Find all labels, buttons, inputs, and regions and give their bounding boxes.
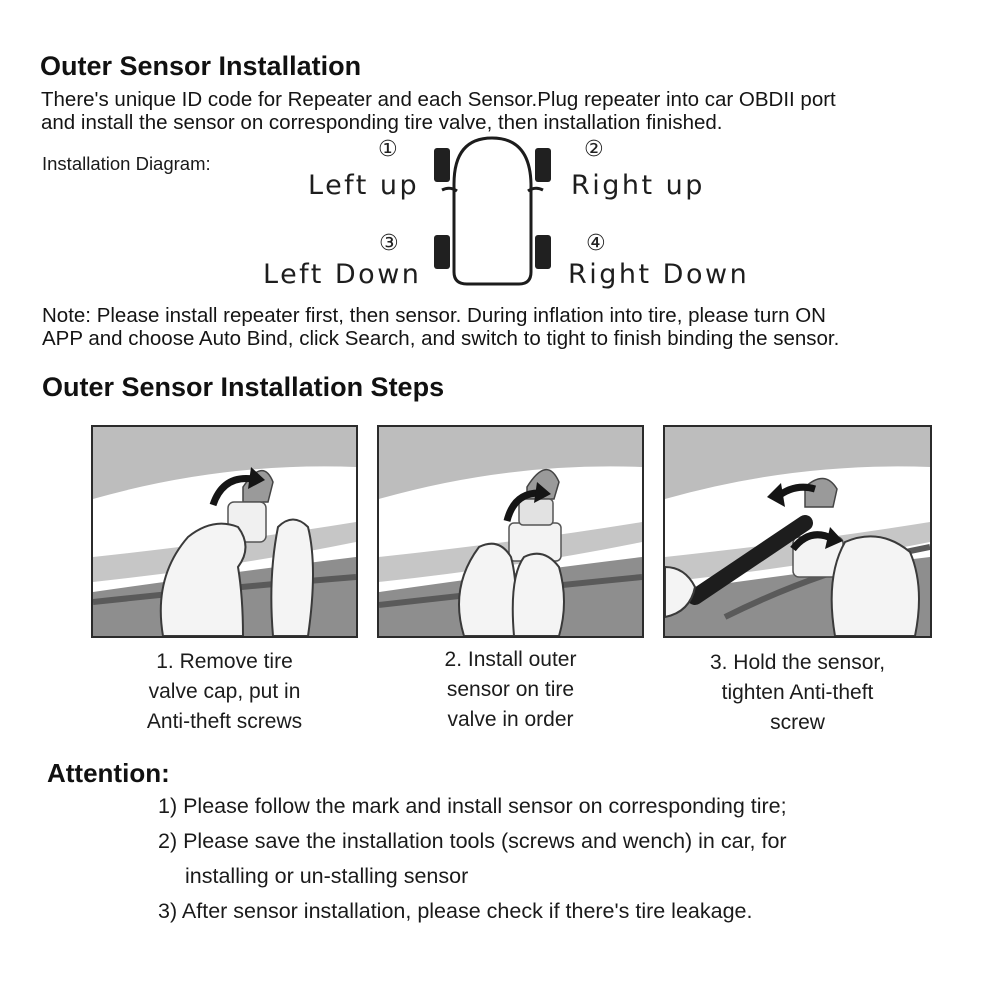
section-title-installation: Outer Sensor Installation: [40, 51, 362, 81]
intro-text: [41, 88, 836, 134]
intro-line: and install the sensor on corresponding tire valve, then installation finished.: [41, 111, 723, 134]
tire-icon: [434, 235, 450, 269]
step-3-caption: [663, 648, 932, 738]
step-2-illustration: [377, 425, 644, 638]
attention-item-2-cont: installing or un-stalling sensor: [185, 864, 469, 888]
position-label-left-down: Left Down: [263, 259, 422, 290]
caption-line: 2. Install outer: [444, 648, 577, 671]
caption-line: screw: [770, 711, 825, 734]
note-text: [42, 304, 839, 350]
caption-line: sensor on tire: [446, 678, 575, 701]
step-1-illustration: [91, 425, 358, 638]
position-label-right-up: Right up: [571, 170, 705, 201]
caption-line: valve in order: [447, 708, 574, 731]
caption-line: Anti-theft screws: [146, 710, 303, 733]
position-mark-4: ④: [586, 231, 606, 256]
tire-icon: [434, 148, 450, 182]
position-mark-3: ③: [379, 231, 399, 256]
diagram-label: Installation Diagram:: [42, 153, 211, 174]
tire-icon: [535, 148, 551, 182]
step-1-caption: [91, 647, 358, 737]
attention-item-1: 1) Please follow the mark and install sensor on corresponding tire;: [158, 794, 787, 818]
position-label-right-down: Right Down: [568, 259, 750, 290]
position-mark-2: ②: [584, 137, 604, 162]
step-2-caption: [377, 645, 644, 735]
position-label-left-up: Left up: [308, 170, 420, 201]
position-mark-1: ①: [378, 137, 398, 162]
caption-line: 1. Remove tire: [156, 650, 293, 673]
intro-line: There's unique ID code for Repeater and each Sensor.Plug repeater into car OBDII port: [41, 88, 836, 111]
attention-item-3: 3) After sensor installation, please check if there's tire leakage.: [158, 899, 753, 923]
note-line: Note: Please install repeater first, then sensor. During inflation into tire, please turn ON: [42, 304, 826, 327]
attention-title: Attention:: [47, 758, 170, 788]
attention-item-2: 2) Please save the installation tools (screws and wench) in car, for: [158, 829, 787, 853]
caption-line: 3. Hold the sensor,: [709, 651, 886, 674]
note-line: APP and choose Auto Bind, click Search, and switch to tight to finish binding the sensor.: [42, 327, 840, 350]
section-title-steps: Outer Sensor Installation Steps: [42, 372, 445, 402]
step-3-illustration: [663, 425, 932, 638]
tire-icon: [535, 235, 551, 269]
car-top-view-icon: [430, 132, 556, 292]
caption-line: tighten Anti-theft: [721, 681, 874, 704]
caption-line: valve cap, put in: [148, 680, 301, 703]
hand-icon: [459, 544, 564, 636]
